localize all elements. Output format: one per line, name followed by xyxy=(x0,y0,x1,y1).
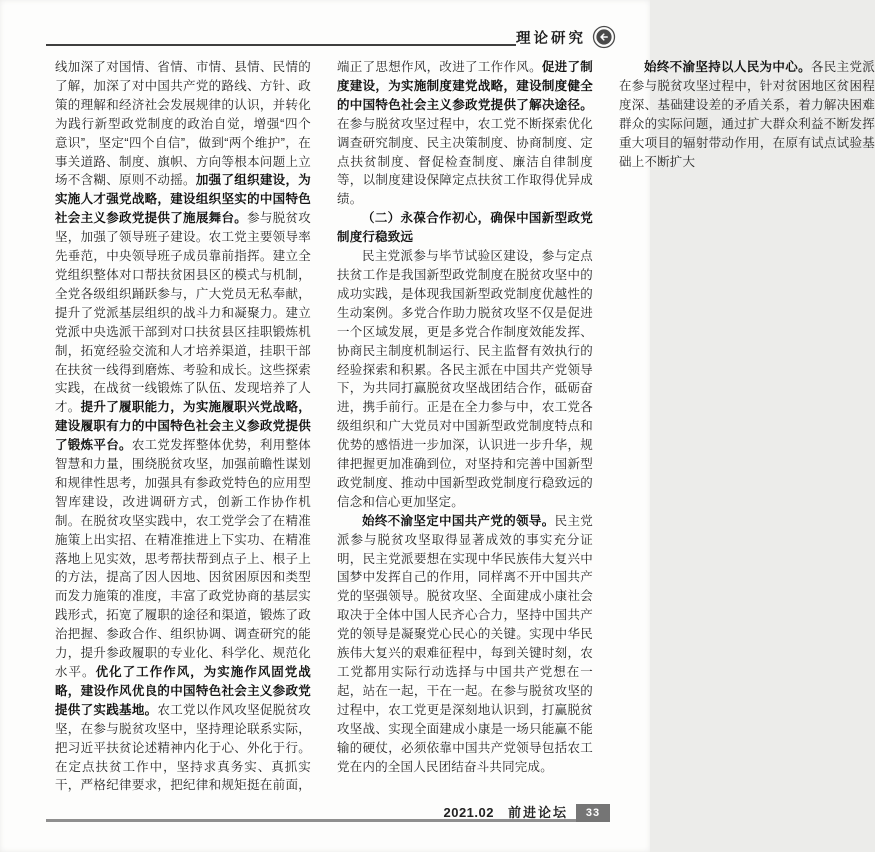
text-segment: 农工党发挥整体优势，利用整体智慧和力量，围绕脱贫攻坚，加强前瞻性谋划和规律性思考，加强具有参政党特色的应用型智库建设，改进调研方式，创新工作协作机制。在脱贫攻坚实践中，农工党学会了在精准施策上出实招、在精准推进上下实功、在精准落地上见实效，思考帮扶帮到点子上、根子上的方法，提高了因人因地、因贫困原因和类型而发力施策的准度，丰富了政党协商的基层实践形式，拓宽了履职的途径和渠道，锻炼了政治把握、参政合作、组织协调、调查研究的能力，提升参政履职的专业化、科学化、规范化水平。 xyxy=(55,438,311,679)
bold-text-segment: 促进了制度建设，为实施制度建党战略，建设制度健全的中国特色社会主义参政党提供了解决途径。 xyxy=(337,60,593,112)
section-title: 理论研究 xyxy=(516,31,586,47)
text-segment: 民主党派参与毕节试验区建设，参与定点扶贫工作是我国新型政党制度在脱贫攻坚中的成功实践，是体现我国新型政党制度优越性的生动案例。多党合作助力脱贫攻坚不仅是促进一个区域发展，更是多党合作制度效能发挥、协商民主制度机制运行、民主监督有效执行的经验探索和积累。各民主派在中国共产党领导下，为共同打赢脱贫攻坚战团结合作，砥砺奋进，携手前行。正是在全力参与中，农工党各级组织和广大党员对中国新型政党制度特点和优势的感悟进一步加深，认识进一步升华，规律把握更加准确到位，对坚持和完善中国新型政党制度、推动中国新型政党制度行稳致远的信念和信心更加坚定。 xyxy=(337,249,593,509)
footer-text xyxy=(443,802,568,821)
bold-text-segment: 加强了组织建设，为实施人才强党战略，建设组织坚实的中国特色社会主义参政党提供了施展舞台。 xyxy=(55,173,311,226)
paragraph xyxy=(619,58,875,171)
bold-text-segment: 始终不渝坚持以人民为中心。 xyxy=(644,60,811,74)
paragraph xyxy=(337,512,593,777)
paragraph xyxy=(337,247,593,512)
text-segment: 在参与脱贫攻坚过程中，农工党不断探索优化调查研究制度、民主决策制度、协商制度、定点扶贫制度、督促检查制度、廉洁自律制度等，以制度建设保障定点扶贫工作取得优异成绩。 xyxy=(337,116,593,207)
header-rule xyxy=(46,44,516,46)
circled-left-arrow-icon xyxy=(592,25,616,49)
page-number-badge: 33 xyxy=(576,804,610,822)
journal-name: 前进论坛 xyxy=(507,805,568,820)
text-segment: 民主党派参与脱贫攻坚取得显著成效的事实充分证明，民主党派要想在实现中华民族伟大复兴中国梦中发挥自己的作用，同样离不开中国共产党的坚强领导。脱贫攻坚、全面建成小康社会取决于全体中国人民齐心合力，坚持中国共产党的领导是凝聚党心民心的关键。实现中华民族伟大复兴的艰难征程中，每到关键时刻，农工党都用实际行动选择与中国共产党想在一起，站在一起，干在一起。在参与脱贫攻坚的过程中，农工党更是深刻地认识到，打赢脱贫攻坚战、实现全面建成小康是一场只能赢不能输的硬仗，必须依靠中国共产党领导包括农工党在内的全国人民团结奋斗共同完成。 xyxy=(337,513,593,774)
bold-text-segment: 优化了工作作风，为实施作风固党战略，建设作风优良的中国特色社会主义参政党提供了实践基地。 xyxy=(55,665,312,717)
article-content xyxy=(55,58,875,798)
text-segment: 参与脱贫攻坚，加强了领导班子建设。农工党主要领导率先垂范，中央领导班子成员靠前指挥。建立全党组织整体对口帮扶贫困县区的模式与机制，全党各级组织踊跃参与，广大党员无私奉献，提升了党派基层组织的战斗力和凝聚力。建立党派中央选派干部到对口扶贫县区挂职锻炼机制，拓宽经验交流和人才培养渠道，挂职干部在扶贫一线得到磨炼、考验和成长。这些探索实践，在战贫一线锻炼了队伍、发现培养了人才。 xyxy=(55,211,311,415)
text-segment: 线加深了对国情、省情、市情、县情、民情的了解，加深了对中国共产党的路线、方针、政策的理解和经济社会发展规律的认识，并转化为践行新型政党制度的政治自觉，增强“四个意识”，坚定“四个自信”，做到“两个维护”，在事关道路、制度、旗帜、方向等根本问题上立场不含糊、原则不动摇。 xyxy=(55,60,311,188)
text-segment: 农工党以作风攻坚促脱贫攻坚，在参与脱贫攻坚中，坚持理论联系实际，把习近平扶贫论述精神内化于心、外化于行。在定点扶贫工作中，坚持求真务实、真抓实干，严格纪律要求，把纪律和规矩挺在前面，端正了思想作风，改进了工作作风。 xyxy=(55,60,542,793)
bold-text-segment: 提升了履职能力，为实施履职兴党战略，建设履职有力的中国特色社会主义参政党提供了锻炼平台。 xyxy=(55,400,311,453)
text-segment: 各民主党派在参与脱贫攻坚过程中，针对贫困地区贫困程度深、基础建设差的矛盾关系，着力解决困难群众的实际问题，通过扩大群众利益不断发挥重大项目的辐射带动作用，在原有试点试验基础上不断扩大 xyxy=(619,60,875,169)
paragraph xyxy=(337,209,593,247)
bold-text-segment: （二）永葆合作初心，确保中国新型政党制度行稳致远 xyxy=(337,211,593,245)
issue-date: 2021.02 xyxy=(443,805,494,820)
bold-text-segment: 始终不渝坚定中国共产党的领导。 xyxy=(362,513,555,528)
